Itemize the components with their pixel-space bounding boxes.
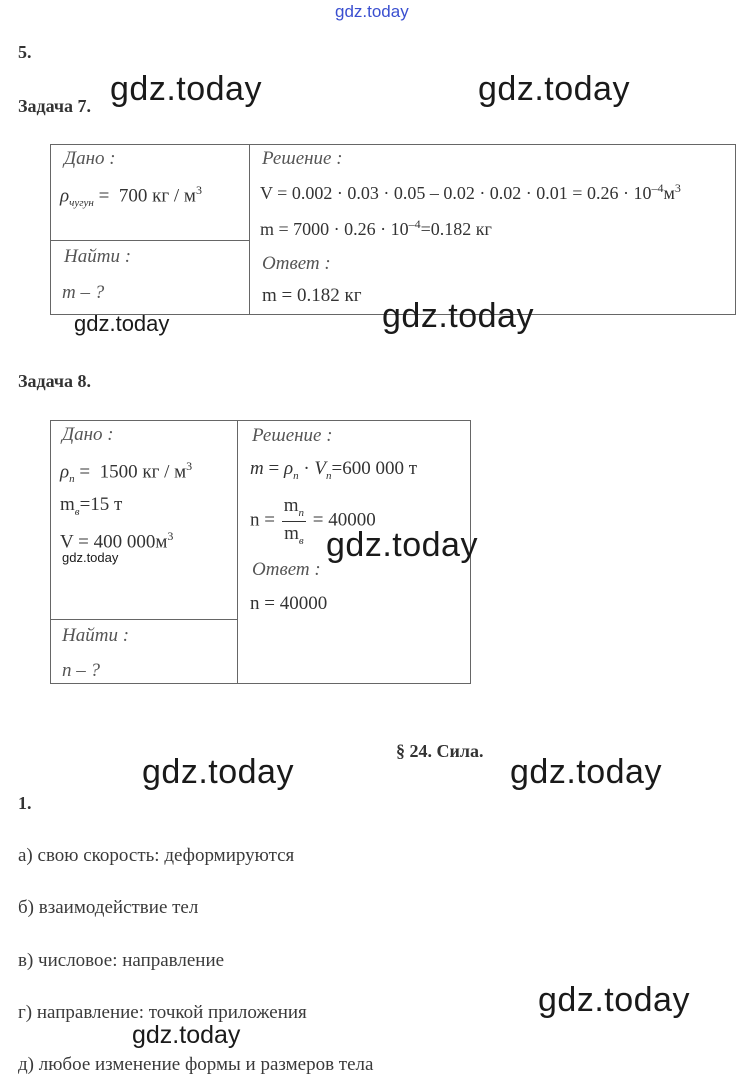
task7-find-value: m – ? — [62, 282, 105, 303]
watermark: gdz.today — [142, 753, 294, 791]
task8-answer-heading: Ответ : — [252, 559, 321, 580]
watermark: gdz.today — [74, 311, 170, 336]
task7-solution-heading: Решение : — [262, 148, 343, 169]
watermark: gdz.today — [382, 297, 534, 335]
watermark-top: gdz.today — [335, 2, 409, 21]
answer-item: д) любое изменение формы и размеров тела — [18, 1054, 374, 1075]
task8-given-mass: $m_в=15$ т — [60, 494, 123, 518]
answer-item: в) числовое: направление — [18, 950, 225, 971]
section-title: § 24. Сила. — [396, 741, 484, 761]
task8-find-value: n – ? — [62, 660, 100, 681]
task7-volume-equation: $V = 0.002 \cdot 0.03 \cdot 0.05 - 0.02 \cdot 0.02 \cdot 0.01 = 0.26 \cdot 10^{-4}м^3$ — [260, 181, 681, 203]
task7-given-density: $\rho_{чугун} = 700$ кг / $м^3$ — [60, 183, 202, 210]
answer-item: г) направление: точкой приложения — [18, 1002, 307, 1023]
watermark: gdz.today — [510, 753, 662, 791]
task7-given-heading: Дано : — [64, 148, 116, 169]
answer-item: а) свою скорость: деформируются — [18, 845, 295, 866]
task8-title: Задача 8. — [18, 371, 92, 391]
task7-answer-heading: Ответ : — [262, 253, 331, 274]
watermark: gdz.today — [538, 981, 690, 1019]
task8-given-volume: V = 400 $000м^3$ — [60, 529, 174, 553]
task7-mass-equation: $m = 7000 \cdot 0.26 \cdot 10^{-4}=0.182$ кг — [260, 217, 492, 239]
watermark: gdz.today — [110, 70, 262, 108]
task7-title: Задача 7. — [18, 96, 92, 116]
watermark: gdz.today — [132, 1021, 241, 1049]
task8-n-equation: n = $\frac{m_n}{m_в}$ = 40000 — [250, 495, 376, 547]
task7-find-heading: Найти : — [64, 246, 132, 267]
answer-item: б) взаимодействие тел — [18, 897, 199, 918]
task8-answer-value: n = 40000 — [250, 593, 328, 614]
section-question-number: 1. — [18, 793, 32, 813]
task8-mass-equation: $m = \rho_n \cdot V_n=600$ 000 т — [250, 458, 418, 482]
item-number-5: 5. — [18, 42, 32, 62]
watermark: gdz.today — [326, 526, 478, 564]
task8-find-heading: Найти : — [62, 625, 130, 646]
task8-given-heading: Дано : — [62, 424, 114, 445]
watermark: gdz.today — [478, 70, 630, 108]
task7-answer-value: m = 0.182 кг — [262, 285, 362, 306]
task8-given-density: $\rho_n = 1500$ кг / $м^3$ — [60, 459, 193, 486]
watermark: gdz.today — [62, 550, 119, 565]
task8-solution-heading: Решение : — [252, 425, 333, 446]
